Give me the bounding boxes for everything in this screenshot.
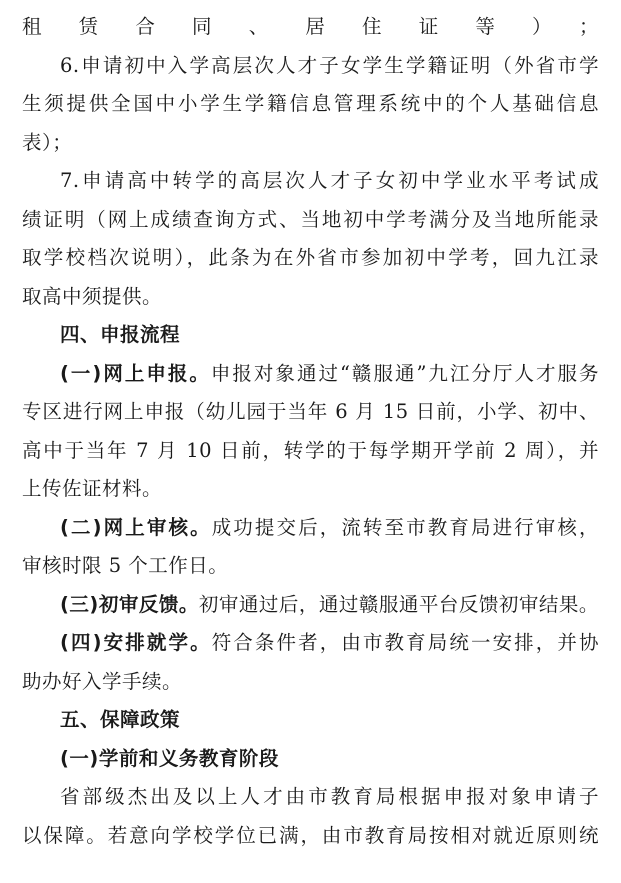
text-line: 省部级杰出及以上人才由市教育局根据申报对象申请子	[60, 785, 599, 808]
text-line: 绩证明（网上成绩查询方式、当地初中学考满分及当地所能录	[22, 207, 599, 231]
text-line: 7.申请高中转学的高层次人才子女初中学业水平考试成	[60, 169, 599, 192]
text-line: 表）；	[22, 130, 73, 154]
step-text: 申报对象通过“赣服通”九江分厅人才服务	[210, 361, 599, 385]
text-line: 取学校档次说明），此条为在外省市参加初中学考，回九江录	[22, 246, 599, 269]
step-title: (一)网上申报。	[60, 361, 211, 385]
text-line: 取高中须提供。	[22, 284, 163, 308]
text-line: 6.申请初中入学高层次人才子女学生学籍证明（外省市学	[60, 53, 599, 77]
text-line	[22, 586, 599, 625]
section-heading: 四、申报流程	[60, 323, 181, 346]
text-line	[22, 509, 599, 548]
step-text: 成功提交后，流转至市教育局进行审核，	[211, 515, 599, 539]
section-heading: 五、保障政策	[60, 708, 181, 731]
step-title: (四)安排就学。	[60, 631, 212, 654]
text-line: 上传佐证材料。	[22, 477, 163, 500]
step-text: 初审通过后，通过赣服通平台反馈初审结果。	[198, 592, 599, 616]
text-line	[22, 355, 599, 394]
text-line: 租赁合同、居住证等）；	[22, 15, 599, 38]
text-line: 助办好入学手续。	[22, 669, 183, 693]
step-title: (二)网上审核。	[60, 515, 212, 539]
step-title: (三)初审反馈。	[60, 592, 199, 616]
text-line: 以保障。若意向学校学位已满，由市教育局按相对就近原则统	[22, 823, 599, 847]
text-line: 高中于当年 7 月 10 日前，转学的于每学期开学前 2 周），并	[22, 438, 599, 462]
text-line: 审核时限 5 个工作日。	[22, 554, 229, 577]
subsection-heading: (一)学前和义务教育阶段	[60, 746, 279, 770]
text-line: 生须提供全国中小学生学籍信息管理系统中的个人基础信息	[22, 92, 599, 115]
step-text: 符合条件者，由市教育局统一安排，并协	[211, 631, 599, 654]
text-line: 专区进行网上申报（幼儿园于当年 6 月 15 日前，小学、初中、	[22, 400, 599, 423]
text-line	[22, 624, 599, 663]
